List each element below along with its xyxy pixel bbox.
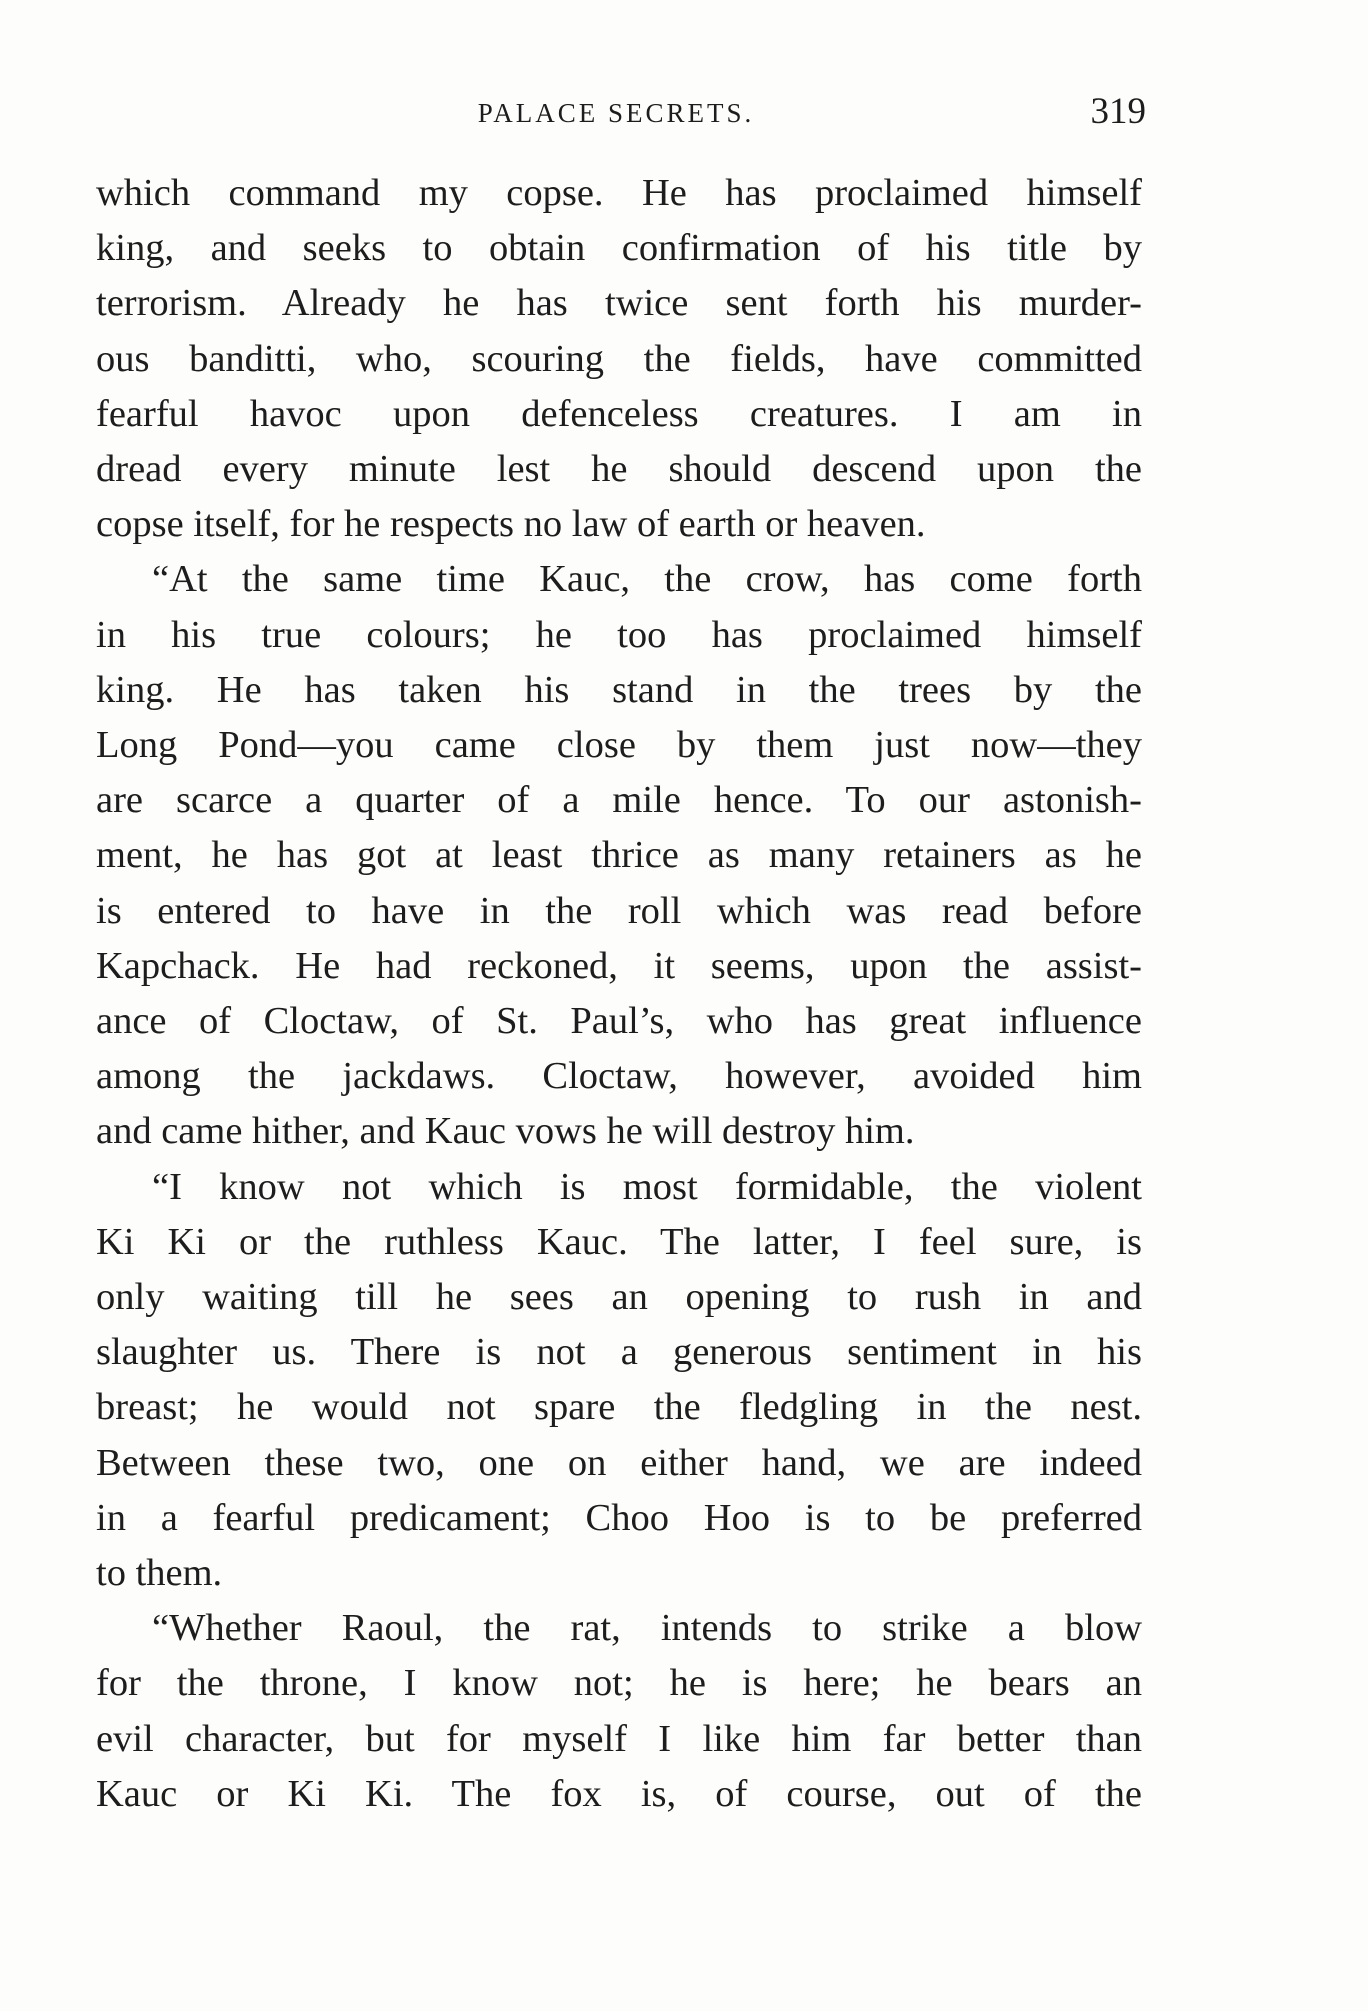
text-line: in his true colours; he too has proclaimed himself (96, 613, 1142, 656)
text-line: slaughter us. There is not a generous sentiment in his (96, 1331, 1142, 1374)
text-line: fearful havoc upon defenceless creatures. I am in (96, 392, 1142, 435)
text-line: Between these two, one on either hand, we are indeed (96, 1441, 1142, 1484)
running-head (96, 91, 1146, 142)
text-line: which command my copse. He has proclaimed himself (96, 172, 1142, 214)
text-line: and came hither, and Kauc vows he will destroy him. (96, 1110, 915, 1153)
text-line: only waiting till he sees an opening to rush in and (96, 1276, 1142, 1319)
text-line: ous banditti, who, scouring the fields, have committed (96, 337, 1142, 380)
text-line: ment, he has got at least thrice as many retainers as he (96, 834, 1142, 877)
paragraph-3 (96, 1160, 1142, 1602)
text-line: king, and seeks to obtain confirmation of his title by (96, 227, 1142, 270)
text-line: Kauc or Ki Ki. The fox is, of course, out of the (96, 1772, 1142, 1815)
text-line: Kapchack. He had reckoned, it seems, upon the assist- (96, 944, 1142, 987)
text-line: for the throne, I know not; he is here; he bears an (96, 1662, 1142, 1705)
text-line: Long Pond—you came close by them just now—they (96, 724, 1142, 767)
text-line: is entered to have in the roll which was read before (96, 889, 1142, 932)
text-line: terrorism. Already he has twice sent forth his murder- (96, 282, 1142, 325)
paragraph-1 (96, 166, 1142, 552)
text-line: breast; he would not spare the fledgling in the nest. (96, 1386, 1142, 1429)
text-line: “At the same time Kauc, the crow, has come forth (152, 558, 1142, 601)
text-line: copse itself, for he respects no law of earth or heaven. (96, 503, 926, 546)
text-line: among the jackdaws. Cloctaw, however, avoided him (96, 1055, 1142, 1098)
text-line: “Whether Raoul, the rat, intends to strike a blow (152, 1607, 1142, 1650)
text-line: dread every minute lest he should descend upon the (96, 448, 1142, 491)
text-line: in a fearful predicament; Choo Hoo is to be preferred (96, 1496, 1142, 1539)
running-title: PALACE SECRETS. (477, 98, 755, 128)
body-text (96, 166, 1142, 1822)
text-line: to them. (96, 1552, 223, 1595)
text-line: Ki Ki or the ruthless Kauc. The latter, I feel sure, is (96, 1220, 1142, 1263)
text-line: ance of Cloctaw, of St. Paul’s, who has great influence (96, 1000, 1142, 1043)
text-line: king. He has taken his stand in the trees by the (96, 668, 1142, 711)
page-number: 319 (1090, 91, 1146, 132)
paragraph-4 (96, 1601, 1142, 1822)
paragraph-2 (96, 552, 1142, 1159)
text-line: evil character, but for myself I like him far better than (96, 1717, 1142, 1760)
text-line: are scarce a quarter of a mile hence. To our astonish- (96, 779, 1142, 822)
text-line: “I know not which is most formidable, the violent (152, 1165, 1142, 1208)
